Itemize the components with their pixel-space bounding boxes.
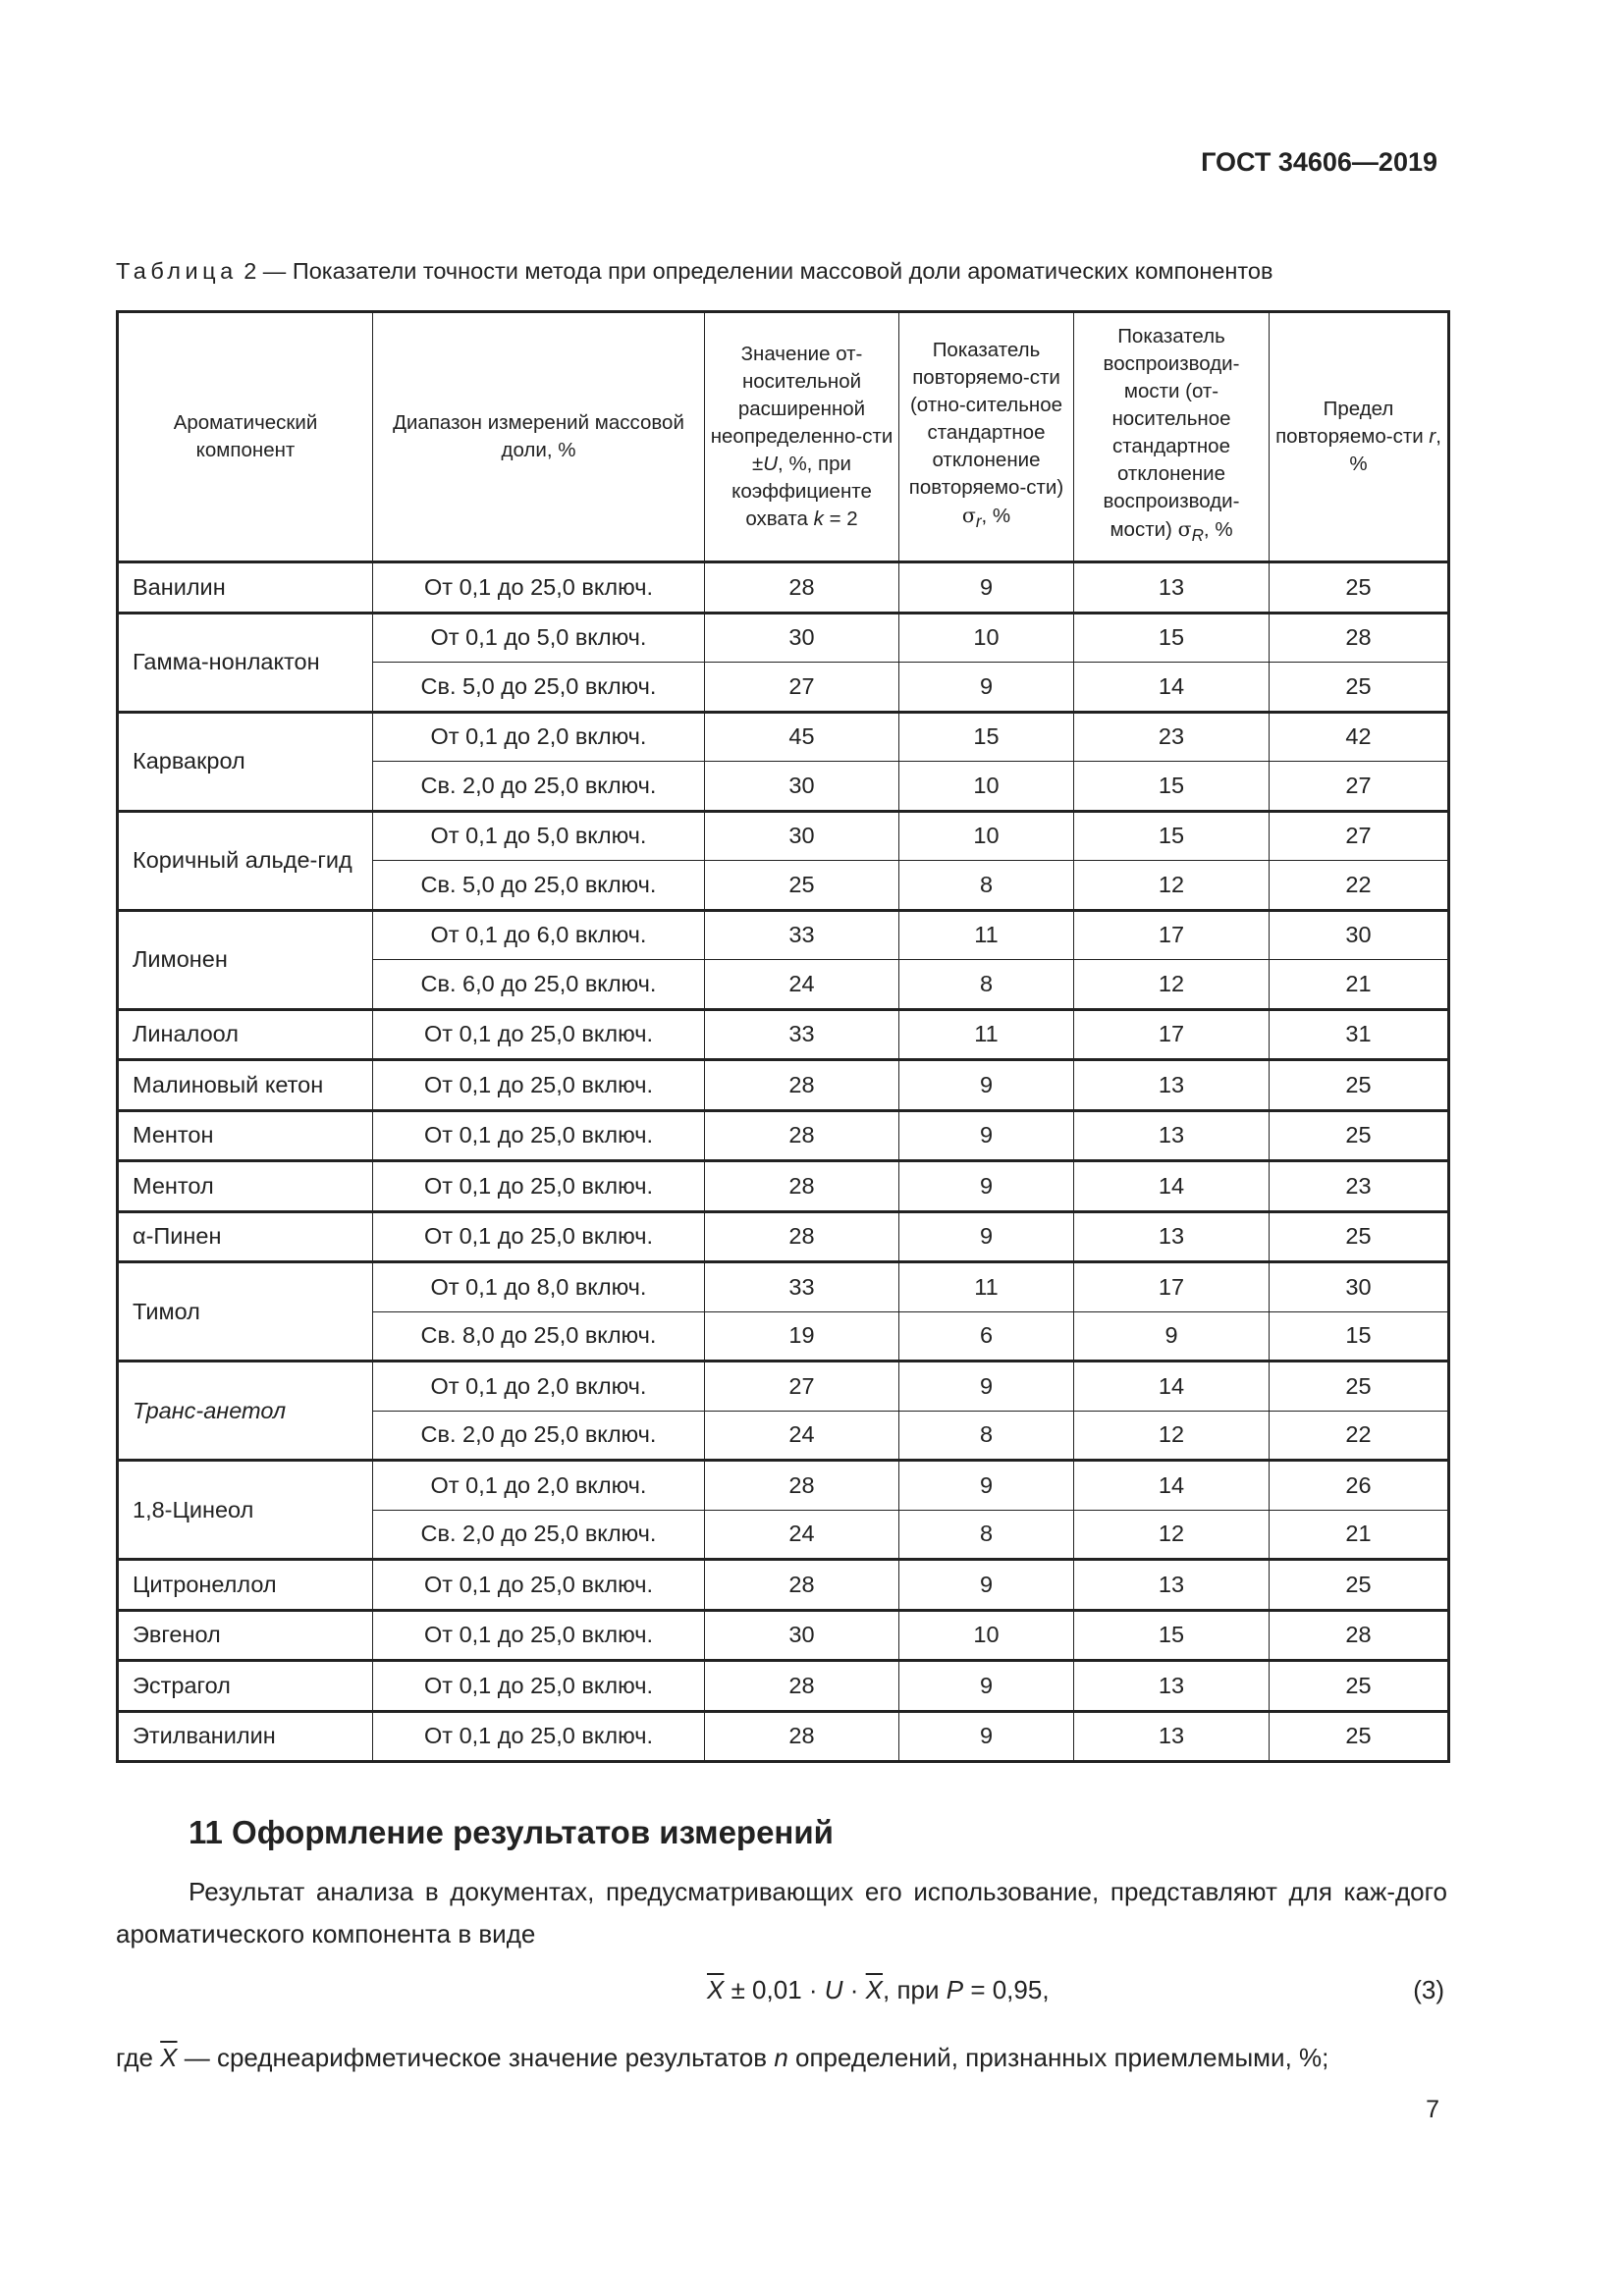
cell-component: Цитронеллол (118, 1560, 373, 1611)
cell-repeatability: 10 (899, 1610, 1074, 1661)
formula-xbar-2: $\overline{X}$ (865, 1975, 884, 2004)
cell-range: От 0,1 до 25,0 включ. (373, 1610, 705, 1661)
cell-range: От 0,1 до 8,0 включ. (373, 1262, 705, 1312)
table-row (118, 811, 1449, 861)
cell-range: Св. 8,0 до 25,0 включ. (373, 1311, 705, 1362)
table-row (118, 712, 1449, 762)
cell-repeat-limit: 25 (1270, 1060, 1449, 1111)
cell-component: α-Пинен (118, 1211, 373, 1262)
table-row (118, 1060, 1449, 1111)
cell-uncertainty: 28 (705, 1560, 899, 1611)
cell-repeatability: 11 (899, 910, 1074, 960)
cell-repeatability: 11 (899, 1262, 1074, 1312)
cell-range: Св. 2,0 до 25,0 включ. (373, 1510, 705, 1560)
formula: $\overline{X} \pm 0,01 \cdot U \cdot \overline{X}$, при P = 0,95, (707, 1975, 1050, 2004)
cell-reproducibility: 12 (1074, 1510, 1270, 1560)
cell-range: Св. 2,0 до 25,0 включ. (373, 1411, 705, 1461)
section-title: 11 Оформление результатов измерений (189, 1814, 834, 1850)
section-paragraph: Результат анализа в документах, предусматривающих его использование, представляют для каж-дого ароматического компонента в виде (116, 1877, 1447, 1949)
cell-uncertainty: 30 (705, 1610, 899, 1661)
accuracy-table (116, 310, 1450, 1763)
cell-uncertainty: 28 (705, 1161, 899, 1212)
cell-component: Этилванилин (118, 1711, 373, 1762)
cell-reproducibility: 14 (1074, 1461, 1270, 1511)
table-row (118, 1560, 1449, 1611)
table-caption-label: Таблица (116, 258, 238, 284)
cell-reproducibility: 13 (1074, 1560, 1270, 1611)
cell-reproducibility: 23 (1074, 712, 1270, 762)
cell-range: Св. 5,0 до 25,0 включ. (373, 861, 705, 911)
cell-repeat-limit: 25 (1270, 562, 1449, 614)
cell-repeatability: 10 (899, 762, 1074, 812)
cell-range: От 0,1 до 2,0 включ. (373, 712, 705, 762)
cell-range: От 0,1 до 5,0 включ. (373, 613, 705, 663)
cell-repeatability: 8 (899, 960, 1074, 1010)
cell-uncertainty: 33 (705, 1262, 899, 1312)
cell-range: От 0,1 до 25,0 включ. (373, 1161, 705, 1212)
table-row (118, 1262, 1449, 1312)
cell-uncertainty: 28 (705, 562, 899, 614)
header-reproducibility: Показатель воспроизводи-мости (от-носительное стандартное отклонение воспроизводи-мости) $\sigma_R$, % (1074, 312, 1270, 562)
formula-number: (3) (1413, 1975, 1444, 2004)
cell-uncertainty: 24 (705, 1510, 899, 1560)
header-component: Ароматический компонент (118, 312, 373, 562)
cell-component: Карвакрол (118, 712, 373, 811)
cell-repeat-limit: 31 (1270, 1009, 1449, 1060)
cell-uncertainty: 25 (705, 861, 899, 911)
cell-range: От 0,1 до 2,0 включ. (373, 1362, 705, 1412)
cell-range: От 0,1 до 25,0 включ. (373, 1711, 705, 1762)
page-number: 7 (1426, 2096, 1439, 2123)
cell-repeat-limit: 30 (1270, 910, 1449, 960)
cell-range: От 0,1 до 25,0 включ. (373, 1661, 705, 1712)
cell-range: От 0,1 до 25,0 включ. (373, 1560, 705, 1611)
cell-repeat-limit: 25 (1270, 1110, 1449, 1161)
cell-uncertainty: 28 (705, 1110, 899, 1161)
cell-component: Эстрагол (118, 1661, 373, 1712)
cell-repeat-limit: 15 (1270, 1311, 1449, 1362)
cell-uncertainty: 19 (705, 1311, 899, 1362)
cell-reproducibility: 17 (1074, 1009, 1270, 1060)
table-row (118, 1610, 1449, 1661)
table-row (118, 1461, 1449, 1511)
cell-reproducibility: 13 (1074, 1211, 1270, 1262)
cell-component (118, 1362, 373, 1461)
cell-uncertainty: 45 (705, 712, 899, 762)
cell-repeat-limit: 25 (1270, 1711, 1449, 1762)
cell-reproducibility: 13 (1074, 1711, 1270, 1762)
cell-repeat-limit: 21 (1270, 960, 1449, 1010)
cell-component: Эвгенол (118, 1610, 373, 1661)
cell-repeatability: 15 (899, 712, 1074, 762)
cell-reproducibility: 14 (1074, 663, 1270, 713)
table-caption (116, 258, 1272, 285)
cell-component: Лимонен (118, 910, 373, 1009)
cell-repeat-limit: 25 (1270, 1661, 1449, 1712)
cell-repeatability: 10 (899, 613, 1074, 663)
cell-range: От 0,1 до 6,0 включ. (373, 910, 705, 960)
cell-repeatability: 9 (899, 1060, 1074, 1111)
table-row (118, 1161, 1449, 1212)
cell-range: От 0,1 до 25,0 включ. (373, 562, 705, 614)
cell-uncertainty: 24 (705, 960, 899, 1010)
cell-uncertainty: 28 (705, 1661, 899, 1712)
cell-repeatability: 9 (899, 1661, 1074, 1712)
header-repeatability: Показатель повторяемо-сти (отно-сительное стандартное отклонение повторяемо-сти) $\sigma_r$, % (899, 312, 1074, 562)
table-row (118, 1711, 1449, 1762)
cell-uncertainty: 30 (705, 762, 899, 812)
cell-repeatability: 8 (899, 1411, 1074, 1461)
cell-repeat-limit: 26 (1270, 1461, 1449, 1511)
cell-repeat-limit: 25 (1270, 1211, 1449, 1262)
cell-range: От 0,1 до 25,0 включ. (373, 1110, 705, 1161)
cell-uncertainty: 27 (705, 663, 899, 713)
cell-reproducibility: 13 (1074, 562, 1270, 614)
cell-range: Св. 2,0 до 25,0 включ. (373, 762, 705, 812)
cell-reproducibility: 15 (1074, 613, 1270, 663)
cell-reproducibility: 14 (1074, 1362, 1270, 1412)
cell-repeat-limit: 22 (1270, 1411, 1449, 1461)
cell-uncertainty: 28 (705, 1211, 899, 1262)
cell-repeatability: 8 (899, 1510, 1074, 1560)
cell-repeat-limit: 22 (1270, 861, 1449, 911)
where-xbar: $\overline{X}$ (160, 2043, 178, 2072)
cell-range: От 0,1 до 25,0 включ. (373, 1060, 705, 1111)
table-row (118, 910, 1449, 960)
cell-repeatability: 9 (899, 663, 1074, 713)
cell-repeat-limit: 42 (1270, 712, 1449, 762)
cell-uncertainty: 30 (705, 811, 899, 861)
table-row (118, 613, 1449, 663)
cell-component: Малиновый кетон (118, 1060, 373, 1111)
cell-repeatability: 9 (899, 1161, 1074, 1212)
cell-component: Ванилин (118, 562, 373, 614)
cell-reproducibility: 13 (1074, 1060, 1270, 1111)
cell-repeatability: 9 (899, 1560, 1074, 1611)
header-range: Диапазон измерений массовой доли, % (373, 312, 705, 562)
cell-repeatability: 9 (899, 1711, 1074, 1762)
cell-repeat-limit: 30 (1270, 1262, 1449, 1312)
cell-repeatability: 9 (899, 1110, 1074, 1161)
formula-xbar: $\overline{X}$ (707, 1975, 725, 2004)
header-uncertainty: Значение от-носительной расширенной неопределенно-сти ±U, %, при коэффициенте охвата k = 2 (705, 312, 899, 562)
cell-repeat-limit: 25 (1270, 663, 1449, 713)
cell-component: Тимол (118, 1262, 373, 1362)
cell-uncertainty: 24 (705, 1411, 899, 1461)
cell-component: Коричный альде-гид (118, 811, 373, 910)
cell-repeatability: 10 (899, 811, 1074, 861)
cell-range: От 0,1 до 5,0 включ. (373, 811, 705, 861)
cell-repeatability: 9 (899, 1362, 1074, 1412)
cell-uncertainty: 28 (705, 1060, 899, 1111)
cell-reproducibility: 15 (1074, 811, 1270, 861)
cell-repeatability: 9 (899, 1461, 1074, 1511)
table-row (118, 1009, 1449, 1060)
cell-component-text: Транс-анетол (133, 1397, 287, 1423)
cell-component: Ментон (118, 1110, 373, 1161)
cell-repeat-limit: 27 (1270, 811, 1449, 861)
cell-repeatability: 9 (899, 562, 1074, 614)
cell-range: Св. 6,0 до 25,0 включ. (373, 960, 705, 1010)
cell-component: Гамма-нонлактон (118, 613, 373, 712)
cell-range: От 0,1 до 25,0 включ. (373, 1009, 705, 1060)
cell-uncertainty: 33 (705, 910, 899, 960)
cell-uncertainty: 28 (705, 1461, 899, 1511)
cell-repeat-limit: 27 (1270, 762, 1449, 812)
cell-repeat-limit: 28 (1270, 1610, 1449, 1661)
table-row (118, 1362, 1449, 1412)
cell-uncertainty: 28 (705, 1711, 899, 1762)
cell-reproducibility: 12 (1074, 861, 1270, 911)
cell-repeatability: 11 (899, 1009, 1074, 1060)
cell-uncertainty: 27 (705, 1362, 899, 1412)
table-caption-text: 2 — Показатели точности метода при определении массовой доли ароматических компонентов (244, 258, 1273, 284)
document-code: ГОСТ 34606—2019 (1201, 147, 1437, 177)
cell-reproducibility: 12 (1074, 1411, 1270, 1461)
cell-reproducibility: 13 (1074, 1110, 1270, 1161)
cell-repeatability: 8 (899, 861, 1074, 911)
where-clause: где $\overline{X}$ — среднеарифметическое значение результатов n определений, признанных приемлемыми, %; (116, 2043, 1329, 2072)
table-row (118, 1110, 1449, 1161)
cell-repeat-limit: 21 (1270, 1510, 1449, 1560)
cell-reproducibility: 15 (1074, 762, 1270, 812)
cell-repeat-limit: 25 (1270, 1560, 1449, 1611)
cell-range: От 0,1 до 25,0 включ. (373, 1211, 705, 1262)
cell-reproducibility: 13 (1074, 1661, 1270, 1712)
cell-reproducibility: 17 (1074, 1262, 1270, 1312)
cell-repeat-limit: 25 (1270, 1362, 1449, 1412)
cell-range: От 0,1 до 2,0 включ. (373, 1461, 705, 1511)
cell-repeat-limit: 28 (1270, 613, 1449, 663)
cell-uncertainty: 33 (705, 1009, 899, 1060)
cell-reproducibility: 14 (1074, 1161, 1270, 1212)
table-row (118, 1211, 1449, 1262)
cell-reproducibility: 15 (1074, 1610, 1270, 1661)
table-header-row (118, 312, 1449, 562)
cell-component: 1,8-Цинеол (118, 1461, 373, 1560)
table-row (118, 562, 1449, 614)
cell-reproducibility: 17 (1074, 910, 1270, 960)
cell-reproducibility: 9 (1074, 1311, 1270, 1362)
cell-range: Св. 5,0 до 25,0 включ. (373, 663, 705, 713)
cell-component: Линалоол (118, 1009, 373, 1060)
cell-repeatability: 9 (899, 1211, 1074, 1262)
cell-repeatability: 6 (899, 1311, 1074, 1362)
cell-repeat-limit: 23 (1270, 1161, 1449, 1212)
cell-reproducibility: 12 (1074, 960, 1270, 1010)
header-repeat-limit: Предел повторяемо-сти r, % (1270, 312, 1449, 562)
cell-component: Ментол (118, 1161, 373, 1212)
table-row (118, 1661, 1449, 1712)
cell-uncertainty: 30 (705, 613, 899, 663)
